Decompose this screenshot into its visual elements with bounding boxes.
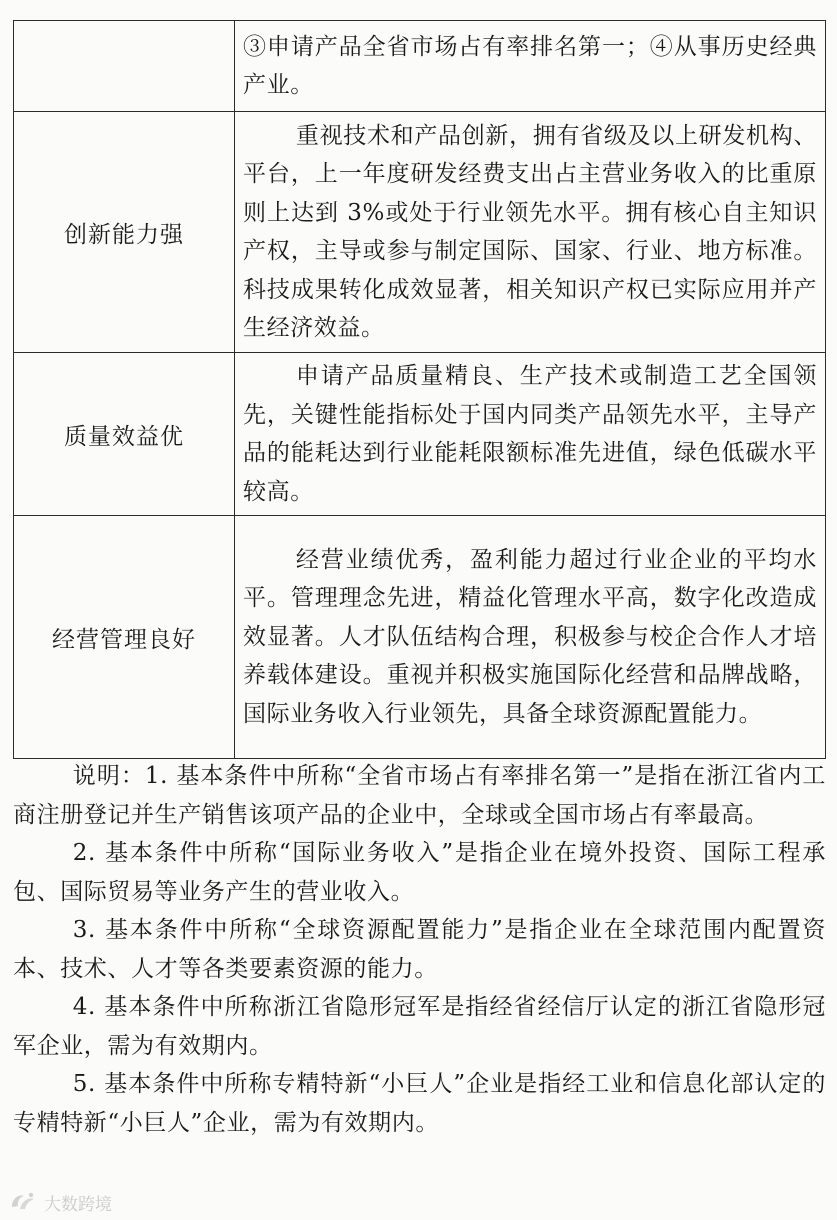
note-paragraph: 2. 基本条件中所称“国际业务收入”是指企业在境外投资、国际工程承包、国际贸易等业务产生的营业收入。 [13,840,826,905]
criteria-text: 重视技术和产品创新，拥有省级及以上研发机构、平台，上一年度研发经费支出占主营业务收入的比重原则上达到 3%或处于行业领先水平。拥有核心自主知识产权，主导或参与制定国际、国家、行业、地方标准。科技成果转化成效显著，相关知识产权已实际应用并产生经济效益。 [243,122,817,341]
criteria-label: 质量效益优 [14,353,235,516]
criteria-text: 经营业绩优秀，盈利能力超过行业企业的平均水平。管理理念先进，精益化管理水平高，数字化改造成效显著。人才队伍结构合理，积极参与校企合作人才培养载体建设。重视并积极实施国际化经营和品牌战略，国际业务收入行业领先，具备全球资源配置能力。 [243,546,817,727]
criteria-label: 创新能力强 [14,112,235,353]
criteria-description [235,516,826,759]
brand-logo-icon [8,1191,38,1213]
note-paragraph: 3. 基本条件中所称“全球资源配置能力”是指企业在全球范围内配置资本、技术、人才等各类要素资源的能力。 [13,917,826,982]
table-row [14,21,826,112]
table-row [14,353,826,516]
criteria-description [235,112,826,353]
criteria-text: 申请产品质量精良、生产技术或制造工艺全国领先，关键性能指标处于国内同类产品领先水平，主导产品的能耗达到行业能耗限额标准先进值，绿色低碳水平较高。 [243,363,817,505]
table-row [14,516,826,759]
criteria-description [235,21,826,112]
criteria-label: 经营管理良好 [14,516,235,759]
note-paragraph: 说明：1. 基本条件中所称“全省市场占有率排名第一”是指在浙江省内工商注册登记并生产销售该项产品的企业中，全球或全国市场占有率最高。 [13,763,826,828]
criteria-label [14,21,235,112]
note-paragraph: 4. 基本条件中所称浙江省隐形冠军是指经省经信厅认定的浙江省隐形冠军企业，需为有效期内。 [13,994,826,1059]
explanatory-notes [13,757,826,1142]
note-paragraph: 5. 基本条件中所称专精特新“小巨人”企业是指经工业和信息化部认定的专精特新“小巨人”企业，需为有效期内。 [13,1071,826,1136]
criteria-description [235,353,826,516]
criteria-table [13,20,826,759]
watermark-text: 大数跨境 [44,1194,112,1215]
criteria-text: ③申请产品全省市场占有率排名第一；④从事历史经典产业。 [243,33,817,98]
table-row [14,112,826,353]
watermark [8,1188,112,1216]
